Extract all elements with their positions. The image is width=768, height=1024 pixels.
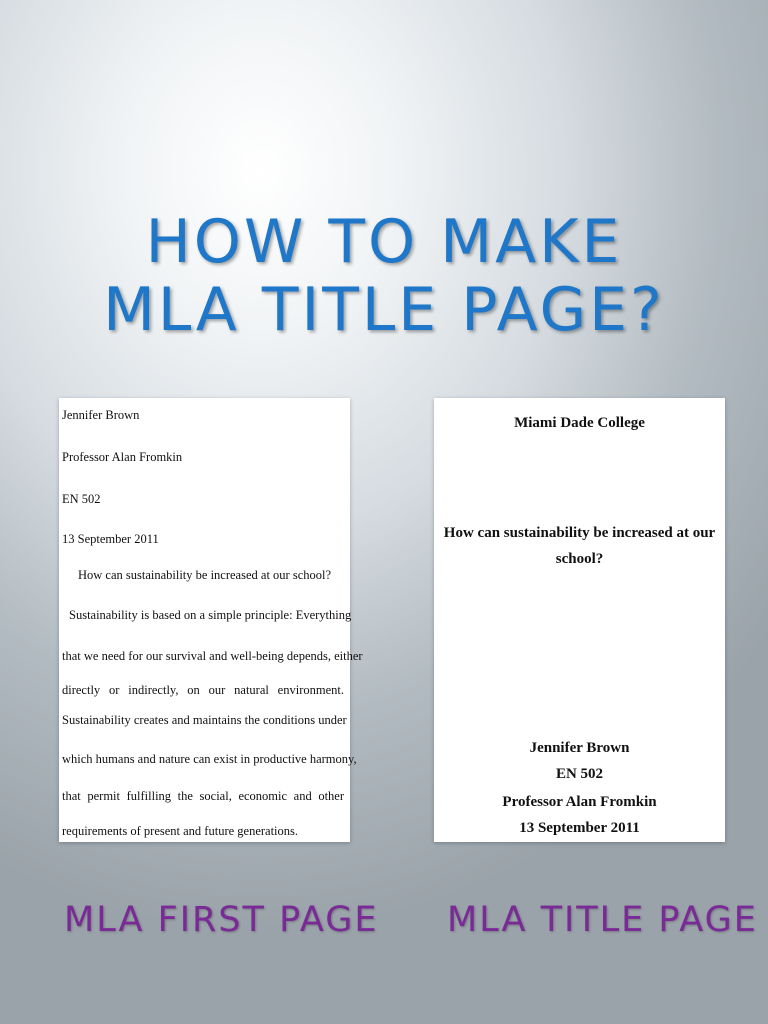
caption-mla-first-page: MLA FIRST PAGE xyxy=(64,900,379,940)
title-question-line-1: How can sustainability be increased at our xyxy=(443,525,716,541)
college-name: Miami Dade College xyxy=(514,415,645,431)
body-line: requirements of present and future generations. xyxy=(62,824,299,838)
author-name: Jennifer Brown xyxy=(62,408,140,422)
body-line: Sustainability is based on a simple principle: Everything xyxy=(69,608,352,622)
professor-name: Professor Alan Fromkin xyxy=(62,450,183,464)
body-line: directly or indirectly, on our natural environment. xyxy=(62,683,344,697)
body-line: that we need for our survival and well-being depends, either xyxy=(62,649,363,663)
caption-mla-title-page: MLA TITLE PAGE xyxy=(447,900,758,940)
mla-first-page-example xyxy=(59,398,363,842)
slide-title-line-2: MLA TITLE PAGE? xyxy=(103,275,665,345)
slide-title xyxy=(0,208,768,344)
mla-title-page-example xyxy=(434,398,725,842)
title-question-line-2: school? xyxy=(555,551,604,567)
paper-title: How can sustainability be increased at our school? xyxy=(77,568,332,582)
course-number: EN 502 xyxy=(555,766,604,782)
slide-title-line-1: HOW TO MAKE xyxy=(145,207,623,277)
body-line: Sustainability creates and maintains the conditions under xyxy=(62,713,347,727)
paper-date: 13 September 2011 xyxy=(519,820,640,836)
professor-name: Professor Alan Fromkin xyxy=(502,794,657,810)
author-name: Jennifer Brown xyxy=(529,740,630,756)
paper-date: 13 September 2011 xyxy=(62,532,159,546)
body-line: that permit fulfilling the social, economic and other xyxy=(62,789,344,803)
course-number: EN 502 xyxy=(62,492,101,506)
body-line: which humans and nature can exist in productive harmony, xyxy=(62,752,357,766)
